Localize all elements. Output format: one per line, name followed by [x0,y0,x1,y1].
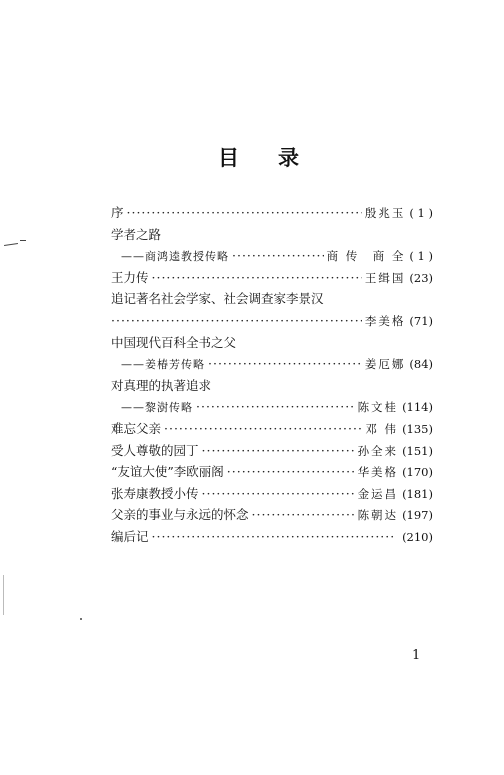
toc-entry-title: 王力传 [111,269,149,285]
toc-entry-title: 受人尊敬的园丁 [111,442,199,458]
toc-entry-page: ( 1 ) [409,249,433,264]
toc-entry [111,504,433,526]
dot-leader [164,418,362,440]
toc-entry-author: 李美格 [364,313,406,328]
toc-entry-title: 中国现代百科全书之父 [111,334,237,350]
toc-entry-author: 陈朝达 [357,508,399,523]
toc-entry-author: 陈文桂 [357,400,399,415]
toc-entry-title: 追记著名社会学家、社会调查家李景汉 [111,291,324,307]
toc-entry-page: (135) [402,421,433,436]
dot-leader [202,483,355,505]
toc-entry-page: (197) [402,508,433,523]
toc-entry-title: 对真理的执著追求 [111,377,212,393]
toc-entry-title: ——商鸿逵教授传略 [121,250,229,264]
toc-entry-title: 张寿康教授小传 [111,485,199,501]
dot-leader [152,526,396,548]
dot-leader [252,504,355,526]
toc-entry-page: (23) [409,270,433,285]
toc-entry-heading [111,224,433,246]
toc-entry-author: 商 传 商 全 [326,249,406,264]
toc-entry-page: (210) [402,529,433,544]
toc-entry-title: 编后记 [111,528,149,544]
toc-entry [111,483,433,505]
toc-entry [111,418,433,440]
dot-leader [196,396,355,418]
dot-leader [232,245,324,267]
toc-entry [111,440,433,462]
toc-entry-page: (151) [402,443,433,458]
page-number: 1 [412,648,421,663]
toc-entry-author: 金运昌 [357,486,399,501]
toc-entry-author: 华美格 [357,465,399,480]
toc-entry [111,267,433,289]
toc-entry-page: (84) [409,357,433,372]
dot-leader [208,353,362,375]
toc-entry-page: (114) [402,400,433,415]
dot-leader [111,310,362,332]
toc-entry [111,461,433,483]
toc-entry-subtitle [111,245,433,267]
toc-entry-continuation [111,310,433,332]
toc-entry-author: 姜厄娜 [364,357,406,372]
toc-entry-heading [111,375,433,397]
scan-artifact [80,618,82,620]
dot-leader [227,461,355,483]
dot-leader [152,267,362,289]
toc-entry-author: 王缉国 [364,270,406,285]
toc-entry-subtitle [111,353,433,375]
title-char-1: 目 [218,146,239,170]
toc-entry-title: “友谊大使”李欧丽阁 [111,464,224,480]
toc-entry [111,526,433,548]
toc-entry-page: (71) [409,313,433,328]
toc-entry-title: 父亲的事业与永远的怀念 [111,507,249,523]
dot-leader [127,202,362,224]
toc-entry-author: 殷兆玉 [364,206,406,220]
toc-entry-title: 学者之路 [111,226,162,242]
scan-artifact [20,240,26,241]
toc-entry-title: ——姜椿芳传略 [121,358,205,372]
scan-artifact [4,243,18,246]
toc-entry-title: 难忘父亲 [111,420,162,436]
toc-entry-heading [111,332,433,354]
toc-entry-page: (181) [402,486,433,501]
scan-artifact [3,575,4,615]
dot-leader [202,440,355,462]
toc-entry-page: (170) [402,465,433,480]
toc-entry-author: 孙全来 [357,443,399,458]
toc-entry-heading [111,288,433,310]
toc-entry-subtitle [111,396,433,418]
toc-entry [111,202,433,224]
title-char-2: 录 [278,146,299,170]
toc-entry-title: 序 [111,205,124,220]
table-of-contents [111,202,433,548]
toc-entry-title: ——黎澍传略 [121,401,193,415]
toc-entry-page: ( 1 ) [409,206,433,220]
toc-entry-author: 邓 伟 [365,421,399,436]
